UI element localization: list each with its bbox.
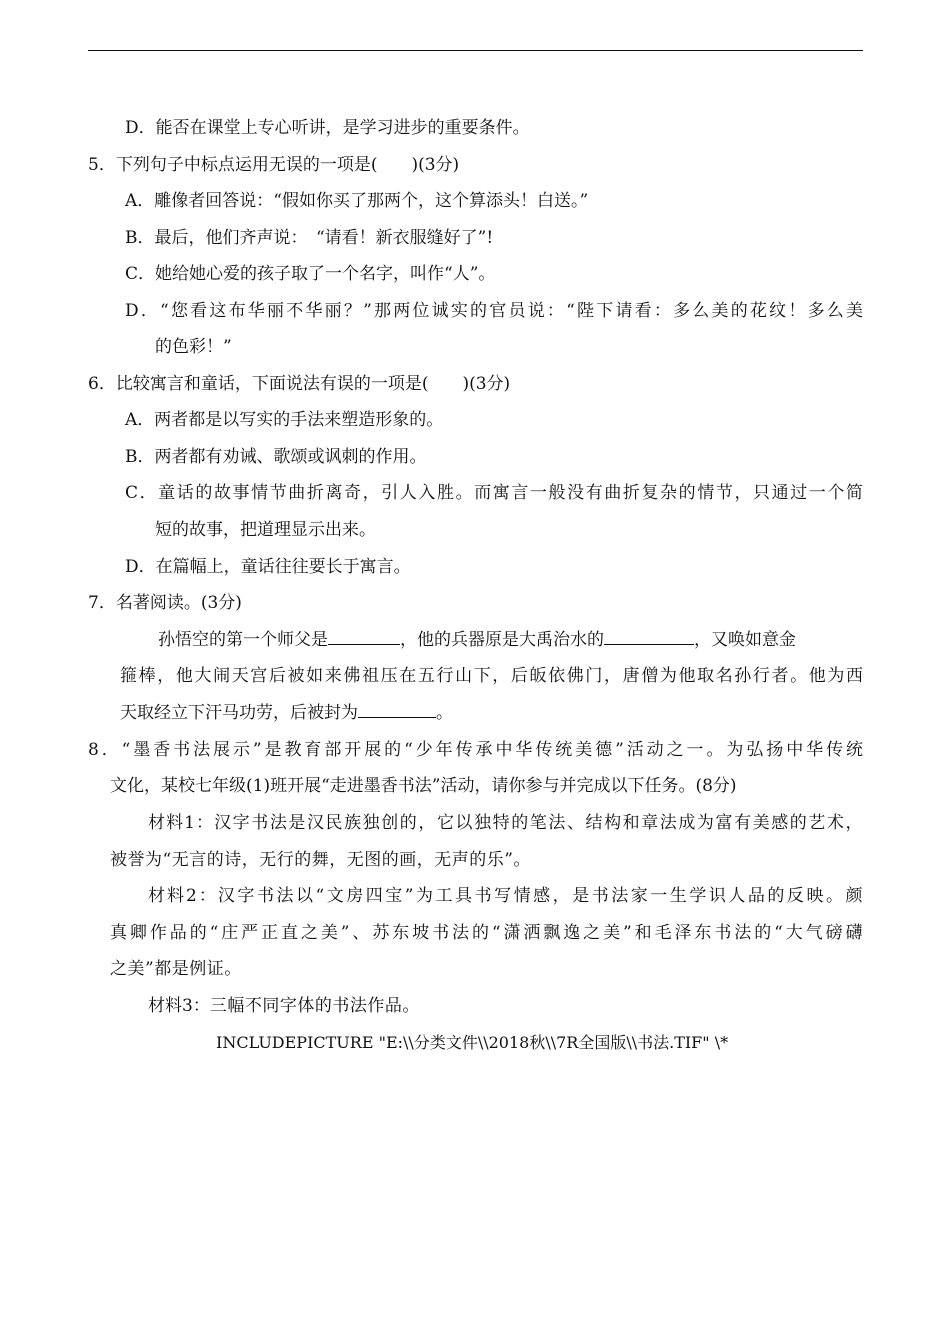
q7-text-a: 孙悟空的第一个师父是 [158, 630, 328, 650]
material-3-label: 材料3： [148, 996, 210, 1016]
material-1-label: 材料1： [148, 813, 215, 833]
answer-blank-2[interactable] [604, 629, 694, 645]
material-1-text: 汉字书法是汉民族独创的，它以独特的笔法、结构和章法成为富有美感的艺术， [214, 813, 863, 833]
q6-option-c-line1: C．童话的故事情节曲折离奇，引人入胜。而寓言一般没有曲折复杂的情节，只通过一个简 [125, 483, 863, 503]
material-2-line2: 真卿作品的“庄严正直之美”、苏东坡书法的“潇洒飘逸之美”和毛泽东书法的“大气磅礴 [110, 923, 863, 943]
q6-option-c-line2: 短的故事，把道理显示出来。 [155, 520, 376, 540]
includepicture-field: INCLUDEPICTURE "E:\\分类文件\\2018秋\\7R全国版\\书法.TIF" \* [216, 1033, 729, 1052]
material-1-line2: 被誉为“无言的诗，无行的舞，无图的画，无声的乐”。 [110, 850, 531, 870]
material-2-line3: 之美”都是例证。 [110, 959, 242, 979]
q8-stem-line2: 文化，某校七年级(1)班开展“走进墨香书法”活动，请你参与并完成以下任务。(8分) [110, 776, 737, 796]
material-2-text: 汉字书法以“文房四宝”为工具书写情感，是书法家一生学识人品的反映。颜 [217, 886, 863, 906]
q7-text-e: 。 [436, 703, 453, 723]
q5-option-d-line2: 的色彩！” [155, 337, 232, 357]
material-3-line [148, 995, 420, 1017]
q7-paragraph-line3 [120, 702, 453, 724]
material-2-line1 [148, 885, 863, 907]
material-2-label: 材料2： [148, 886, 218, 906]
q5-option-c: C．她给她心爱的孩子取了一个名字，叫作“人”。 [125, 264, 496, 284]
q6-stem: 6．比较寓言和童话，下面说法有误的一项是( )(3分) [88, 374, 511, 394]
material-1-line1 [148, 812, 863, 834]
answer-blank-1[interactable] [328, 629, 400, 645]
q7-stem: 7．名著阅读。(3分) [88, 593, 242, 613]
q7-text-c: ，又唤如意金 [694, 630, 796, 650]
q8-stem-line1: 8．“墨香书法展示”是教育部开展的“少年传承中华传统美德”活动之一。为弘扬中华传统 [88, 740, 863, 760]
q7-text-d: 天取经立下汗马功劳，后被封为 [120, 703, 358, 723]
material-3-text: 三幅不同字体的书法作品。 [209, 996, 420, 1016]
q5-option-b: B．最后，他们齐声说： “请看！新衣服缝好了”! [125, 228, 494, 248]
q5-option-d-line1: D．“您看这布华丽不华丽？”那两位诚实的官员说：“陛下请看：多么美的花纹！多么美 [125, 301, 863, 321]
q6-option-a: A．两者都是以写实的手法来塑造形象的。 [125, 410, 444, 430]
q7-text-b: ，他的兵器原是大禹治水的 [400, 630, 604, 650]
q7-paragraph-line2: 箍棒，他大闹天宫后被如来佛祖压在五行山下，后皈依佛门，唐僧为他取名孙行者。他为西 [120, 666, 863, 686]
q4-option-d: D．能否在课堂上专心听讲，是学习进步的重要条件。 [125, 118, 530, 138]
q6-option-d: D．在篇幅上，童话往往要长于寓言。 [125, 557, 411, 577]
q5-stem: 5．下列句子中标点运用无误的一项是( )(3分) [88, 155, 460, 175]
q6-option-b: B．两者都有劝诫、歌颂或讽刺的作用。 [125, 447, 427, 467]
answer-blank-3[interactable] [358, 702, 436, 718]
q5-option-a: A．雕像者回答说：“假如你买了那两个，这个算添头！白送。” [125, 191, 589, 211]
header-rule [88, 50, 863, 51]
q7-paragraph-line1 [158, 629, 796, 651]
